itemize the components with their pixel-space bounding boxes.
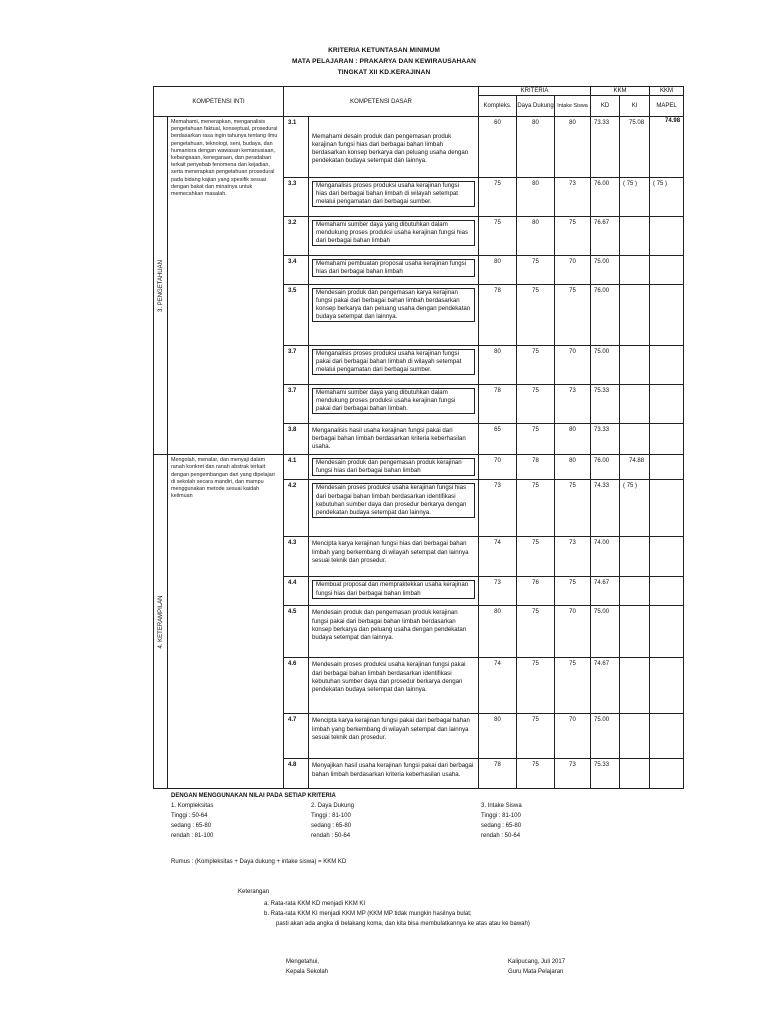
kd-description-text: Mendesain proses produksi usaha kerajinan fungsi pakai dari berbagai bahan limbah berdasarkan identifikasi kebutuhan sumber daya dan prosedur berkarya dengan pendekatan budaya setempat dan lainnya. xyxy=(312,661,466,693)
daya-dukung-value: 80 xyxy=(517,117,555,178)
kd-description-text: Memahami desain produk dan pengemasan produk kerajinan fungsi hias dari berbagai bahan limbah berdasarkan konsep berkarya dan peluang usaha dengan pendekatan budaya setempat dan lainnya. xyxy=(312,133,469,165)
kkm-ki-cell xyxy=(620,577,650,606)
kompleks-value: 70 xyxy=(479,455,517,480)
kkm-ki-cell xyxy=(620,346,650,385)
header-kompetensi-inti: KOMPETENSI INTI xyxy=(154,87,284,117)
kompleks-value: 74 xyxy=(479,537,517,577)
kd-row xyxy=(154,117,684,178)
kkm-mapel-rounded: ( 75 ) xyxy=(653,181,668,187)
kd-description-text: Menganalisis proses produksi usaha kerajinan fungsi pakai dari berbagai bahan limbah di wilayah setempat melalui pengamatan dari berbagai sumber. xyxy=(312,349,475,375)
kkm-ki-value: 74.88 xyxy=(629,458,645,465)
kompleks-value: 75 xyxy=(479,217,517,256)
kd-number: 3.7 xyxy=(284,385,309,424)
criteria-col-daya-dukung xyxy=(311,801,354,841)
criteria-heading: DENGAN MENGGUNAKAN NILAI PADA SETIAP KRITERIA xyxy=(171,793,336,799)
kd-description xyxy=(309,385,479,424)
criteria-daya-dukung-tinggi: Tinggi : 81-100 xyxy=(311,813,351,819)
kkm-ki-cell xyxy=(620,658,650,714)
kkm-ki-rounded: ( 75 ) xyxy=(623,483,638,490)
kkm-mapel-cell xyxy=(650,424,684,455)
signature-left xyxy=(286,957,328,977)
kkm-kd-value: 76.67 xyxy=(591,217,620,256)
signature-kepala-sekolah: Kepala Sekolah xyxy=(286,969,329,975)
aspect-label: 4. KETERAMPILAN xyxy=(157,595,164,649)
kd-number: 3.8 xyxy=(284,424,309,455)
kd-description-text: Membuat proposal dan mempraktekkan usaha kerajinan fungsi hias dari berbagai bahan limbah xyxy=(312,580,475,598)
kkm-mapel-cell xyxy=(650,714,684,759)
criteria-col-intake xyxy=(481,801,522,841)
kkm-mapel-cell xyxy=(650,256,684,285)
kkm-ki-cell xyxy=(620,178,650,217)
doc-title-line3: TINGKAT XII KD.KERAJINAN xyxy=(337,69,431,76)
signature-guru: Guru Mata Pelajaran xyxy=(508,969,564,975)
header-intake: Intake Siswa xyxy=(555,96,591,117)
kompleks-value: 75 xyxy=(479,178,517,217)
kd-description-text: Mencipta karya kerajinan fungsi pakai dari berbagai bahan limbah yang berkembang di wilayah setempat dan lainnya sesuai teknik dan prosedur. xyxy=(312,717,470,741)
daya-dukung-value: 75 xyxy=(517,759,555,789)
kd-description-text: Memahami sumber daya yang dibutuhkan dalam mendukung proses produksi usaha kerajinan fungsi pakai dari berbagai bahan limbah. xyxy=(312,388,475,414)
kkm-mapel-cell xyxy=(650,178,684,217)
header-kkm-kd: KD xyxy=(591,96,620,117)
kkm-mapel-cell xyxy=(650,455,684,480)
kd-number: 3.7 xyxy=(284,346,309,385)
daya-dukung-value: 75 xyxy=(517,658,555,714)
kompleks-value: 73 xyxy=(479,577,517,606)
kkm-kd-value: 74.00 xyxy=(591,537,620,577)
criteria-intake-rendah: rendah : 50-64 xyxy=(481,833,521,839)
intake-value: 73 xyxy=(555,537,591,577)
intake-value: 80 xyxy=(555,455,591,480)
kkm-kd-value: 75.00 xyxy=(591,346,620,385)
kkm-kd-value: 75.00 xyxy=(591,606,620,658)
kkm-ki-cell xyxy=(620,714,650,759)
aspect-cell xyxy=(154,455,168,789)
kompleks-value: 78 xyxy=(479,385,517,424)
kd-description xyxy=(309,346,479,385)
kkm-kd-value: 74.33 xyxy=(591,480,620,537)
criteria-daya-dukung-title: 2. Daya Dukung xyxy=(311,803,355,809)
kd-description xyxy=(309,424,479,455)
kkm-kd-value: 75.33 xyxy=(591,385,620,424)
kkm-mapel-cell xyxy=(650,537,684,577)
doc-title-line1: KRITERIA KETUNTASAN MINIMUM xyxy=(328,47,440,54)
kkm-mapel-cell xyxy=(650,606,684,658)
kd-description-text: Menganalisis proses produksi usaha kerajinan fungsi hias dari berbagai bahan limbah di wilayah setempat melalui pengamatan dari berbagai sumber. xyxy=(312,181,475,207)
criteria-kompleksitas-rendah: rendah : 81-100 xyxy=(171,833,214,839)
aspect-label: 3. PENGETAHUAN xyxy=(157,259,164,312)
kompleks-value: 73 xyxy=(479,480,517,537)
kd-description-text: Memahami pembuatan proposal usaha kerajinan fungsi hias dari berbagai bahan limbah xyxy=(312,259,475,277)
kkm-kd-value: 75.00 xyxy=(591,714,620,759)
kd-description xyxy=(309,714,479,759)
kkm-mapel-cell xyxy=(650,577,684,606)
kd-description xyxy=(309,480,479,537)
kd-description-text: Mendesain proses produksi usaha kerajinan fungsi hias dari berbagai bahan limbah berdasarkan identifikasi kebutuhan sumber daya dan prosedur berkarya dengan pendekatan budaya setempat dan lainnya. xyxy=(312,483,475,517)
daya-dukung-value: 80 xyxy=(517,217,555,256)
signature-right xyxy=(508,957,565,977)
daya-dukung-value: 75 xyxy=(517,285,555,346)
kkm-ki-cell xyxy=(620,385,650,424)
kompleks-value: 80 xyxy=(479,606,517,658)
header-kompetensi-dasar: KOMPETENSI DASAR xyxy=(284,87,479,117)
kkm-kd-value: 73.33 xyxy=(591,424,620,455)
kkm-mapel-cell xyxy=(650,346,684,385)
header-kkm-mapel-top: KKM xyxy=(650,87,684,96)
criteria-kompleksitas-tinggi: Tinggi : 50-64 xyxy=(171,813,208,819)
rumus-text: Rumus : (Kompleksitas + Daya dukung + intake siswa) = KKM KD xyxy=(171,859,347,865)
kd-number: 4.8 xyxy=(284,759,309,789)
kd-number: 3.1 xyxy=(284,117,309,178)
intake-value: 70 xyxy=(555,606,591,658)
ki-description: Memahami, menerapkan, menganalisis pengetahuan faktual, konseptual, prosedural berdasarkan rasa ingin tahunya tentang ilmu pengetahuan, teknologi, seni, budaya, dan humaniora dengan wawasan kemanusiaan, kebangsaan, kenegaraan, dan peradaban terkait penyebab fenomena dan kejadian, serta menerapkan pengetahuan prosedural pada bidang kajian yang spesifik sesuai dengan bakat dan minatnya untuk memecahkan masalah. xyxy=(168,117,284,455)
kkm-kd-value: 76.00 xyxy=(591,285,620,346)
intake-value: 73 xyxy=(555,759,591,789)
kkm-mapel-cell xyxy=(650,217,684,256)
kkm-ki-cell xyxy=(620,480,650,537)
kkm-kd-value: 76.00 xyxy=(591,455,620,480)
header-daya-dukung: Daya Dukung xyxy=(517,96,555,117)
daya-dukung-value: 75 xyxy=(517,606,555,658)
kd-number: 4.5 xyxy=(284,606,309,658)
daya-dukung-value: 75 xyxy=(517,346,555,385)
kkm-mapel-value: 74.98 xyxy=(665,118,681,124)
intake-value: 75 xyxy=(555,577,591,606)
kkm-mapel-cell xyxy=(650,480,684,537)
aspect-cell xyxy=(154,117,168,455)
criteria-col-kompleksitas xyxy=(171,801,213,841)
keterangan-a: a. Rata-rata KKM KD menjadi KKM KI xyxy=(264,901,366,907)
kkm-ki-cell xyxy=(620,256,650,285)
kd-description xyxy=(309,537,479,577)
criteria-daya-dukung-sedang: sedang : 65-80 xyxy=(311,823,352,829)
kkm-ki-value: 75.08 xyxy=(629,120,645,126)
kkm-ki-cell xyxy=(620,117,650,178)
kd-number: 3.2 xyxy=(284,217,309,256)
intake-value: 75 xyxy=(555,480,591,537)
kompleks-value: 65 xyxy=(479,424,517,455)
kd-number: 4.7 xyxy=(284,714,309,759)
criteria-daya-dukung-rendah: rendah : 50-64 xyxy=(311,833,351,839)
kkm-kd-value: 75.00 xyxy=(591,256,620,285)
kd-description xyxy=(309,285,479,346)
kd-description-text: Mendesain produk dan pengemasan karya kerajinan fungsi pakai dari berbagai bahan limbah berdasarkan konsep berkarya dan peluang usaha dengan pendekatan budaya setempat dan lainnya. xyxy=(312,288,475,322)
kkm-mapel-cell xyxy=(650,658,684,714)
kompleks-value: 78 xyxy=(479,285,517,346)
kd-description-text: Menyajikan hasil usaha kerajinan fungsi pakai dari berbagai bahan limbah berdasarkan kriteria keberhasilan usaha. xyxy=(312,762,474,778)
kd-number: 4.1 xyxy=(284,455,309,480)
kd-description-text: Menganalisis hasil usaha kerajinan fungsi pakai dari berbagai bahan limbah berdasarkan kriteria keberhasilan usaha. xyxy=(312,427,466,451)
daya-dukung-value: 75 xyxy=(517,256,555,285)
signature-mengetahui: Mengetahui, xyxy=(286,959,320,965)
daya-dukung-value: 78 xyxy=(517,455,555,480)
kd-description-text: Mencipta karya kerajinan fungsi hias dari berbagai bahan limbah yang berkembang di wilayah setempat dan lainnya sesuai teknik dan prosedur. xyxy=(312,540,469,564)
kompleks-value: 78 xyxy=(479,759,517,789)
kompleks-value: 80 xyxy=(479,346,517,385)
kkm-ki-cell xyxy=(620,537,650,577)
header-kkm-mapel: MAPEL xyxy=(650,96,684,117)
intake-value: 73 xyxy=(555,178,591,217)
kd-description xyxy=(309,217,479,256)
kkm-mapel-cell xyxy=(650,117,684,178)
kd-description-text: Memahami sumber daya yang dibutuhkan dalam mendukung proses produksi usaha kerajinan fungsi hias dari berbagai bahan limbah xyxy=(312,220,475,246)
kkm-ki-cell xyxy=(620,606,650,658)
kd-description xyxy=(309,658,479,714)
kd-number: 3.4 xyxy=(284,256,309,285)
criteria-kompleksitas-sedang: sedang : 65-80 xyxy=(171,823,212,829)
kkm-mapel-cell xyxy=(650,285,684,346)
kd-number: 4.6 xyxy=(284,658,309,714)
intake-value: 75 xyxy=(555,285,591,346)
doc-title-line2: MATA PELAJARAN : PRAKARYA DAN KEWIRAUSAHAAN xyxy=(291,58,477,65)
criteria-intake-title: 3. Intake Siswa xyxy=(481,803,522,809)
kkm-kd-value: 74.67 xyxy=(591,658,620,714)
kd-description xyxy=(309,256,479,285)
kd-description xyxy=(309,606,479,658)
kkm-ki-rounded: ( 75 ) xyxy=(623,181,638,187)
daya-dukung-value: 75 xyxy=(517,385,555,424)
kkm-ki-cell xyxy=(620,455,650,480)
keterangan-b: b. Rata-rata KKM KI menjadi KKM MP (KKM MP tidak mungkin hasilnya bulat; xyxy=(264,911,472,917)
kkm-kd-value: 76.00 xyxy=(591,178,620,217)
kompleks-value: 74 xyxy=(479,658,517,714)
intake-value: 75 xyxy=(555,658,591,714)
kkm-ki-cell xyxy=(620,424,650,455)
header-kompleks: Kompleks. xyxy=(479,96,517,117)
kd-description xyxy=(309,178,479,217)
kkm-ki-cell xyxy=(620,759,650,789)
kompleks-value: 80 xyxy=(479,714,517,759)
kkm-mapel-cell xyxy=(650,385,684,424)
kd-description-text: Mendesain produk dan pengemasan produk kerajinan fungsi pakai dari berbagai bahan limbah berdasarkan konsep berkarya dan peluang usaha dengan pendekatan budaya setempat dan lainnya. xyxy=(312,609,467,641)
intake-value: 70 xyxy=(555,714,591,759)
kd-description xyxy=(309,577,479,606)
criteria-kompleksitas-title: 1. Kompleksitas xyxy=(171,803,214,809)
header-kkm-ki: KI xyxy=(620,96,650,117)
kkm-table xyxy=(153,86,684,789)
daya-dukung-value: 76 xyxy=(517,577,555,606)
ki-description: Mengolah, menalar, dan menyaji dalam ranah konkret dan ranah abstrak terkait dengan pengembangan dari yang dipelajari di sekolah secara mandiri, dan mampu menggunakan metode sesuai kaidah keilmuan xyxy=(168,455,284,789)
intake-value: 73 xyxy=(555,385,591,424)
criteria-intake-sedang: sedang : 65-80 xyxy=(481,823,522,829)
kd-number: 3.5 xyxy=(284,285,309,346)
intake-value: 75 xyxy=(555,217,591,256)
kd-description-text: Mendesain produk dan pengemasan produk kerajinan fungsi hias dari berbagai bahan limbah xyxy=(312,458,475,476)
kkm-mapel-cell xyxy=(650,759,684,789)
daya-dukung-value: 80 xyxy=(517,178,555,217)
intake-value: 70 xyxy=(555,346,591,385)
daya-dukung-value: 75 xyxy=(517,714,555,759)
kd-description xyxy=(309,455,479,480)
kompleks-value: 60 xyxy=(479,117,517,178)
kkm-kd-value: 73.33 xyxy=(591,117,620,178)
kompleks-value: 80 xyxy=(479,256,517,285)
header-kkm: KKM xyxy=(591,87,650,96)
kd-number: 4.3 xyxy=(284,537,309,577)
kkm-ki-cell xyxy=(620,217,650,256)
header-kriteria: KRITERIA xyxy=(479,87,591,96)
kd-number: 4.4 xyxy=(284,577,309,606)
signature-place-date: Kalipucang, Juli 2017 xyxy=(508,959,566,965)
kd-description xyxy=(309,117,479,178)
daya-dukung-value: 75 xyxy=(517,480,555,537)
daya-dukung-value: 75 xyxy=(517,424,555,455)
kd-row xyxy=(154,455,684,480)
keterangan-heading: Keterangan xyxy=(238,889,270,895)
kkm-kd-value: 75.33 xyxy=(591,759,620,789)
kkm-kd-value: 74.67 xyxy=(591,577,620,606)
kkm-ki-cell xyxy=(620,285,650,346)
daya-dukung-value: 75 xyxy=(517,537,555,577)
intake-value: 80 xyxy=(555,424,591,455)
intake-value: 70 xyxy=(555,256,591,285)
kd-number: 3.3 xyxy=(284,178,309,217)
kd-number: 4.2 xyxy=(284,480,309,537)
keterangan-b-continued: pasti akan ada angka di belakang koma, dan kita bisa membulatkannya ke atas atau ke bawah) xyxy=(276,921,530,927)
intake-value: 80 xyxy=(555,117,591,178)
kd-description xyxy=(309,759,479,789)
criteria-intake-tinggi: Tinggi : 81-100 xyxy=(481,813,521,819)
